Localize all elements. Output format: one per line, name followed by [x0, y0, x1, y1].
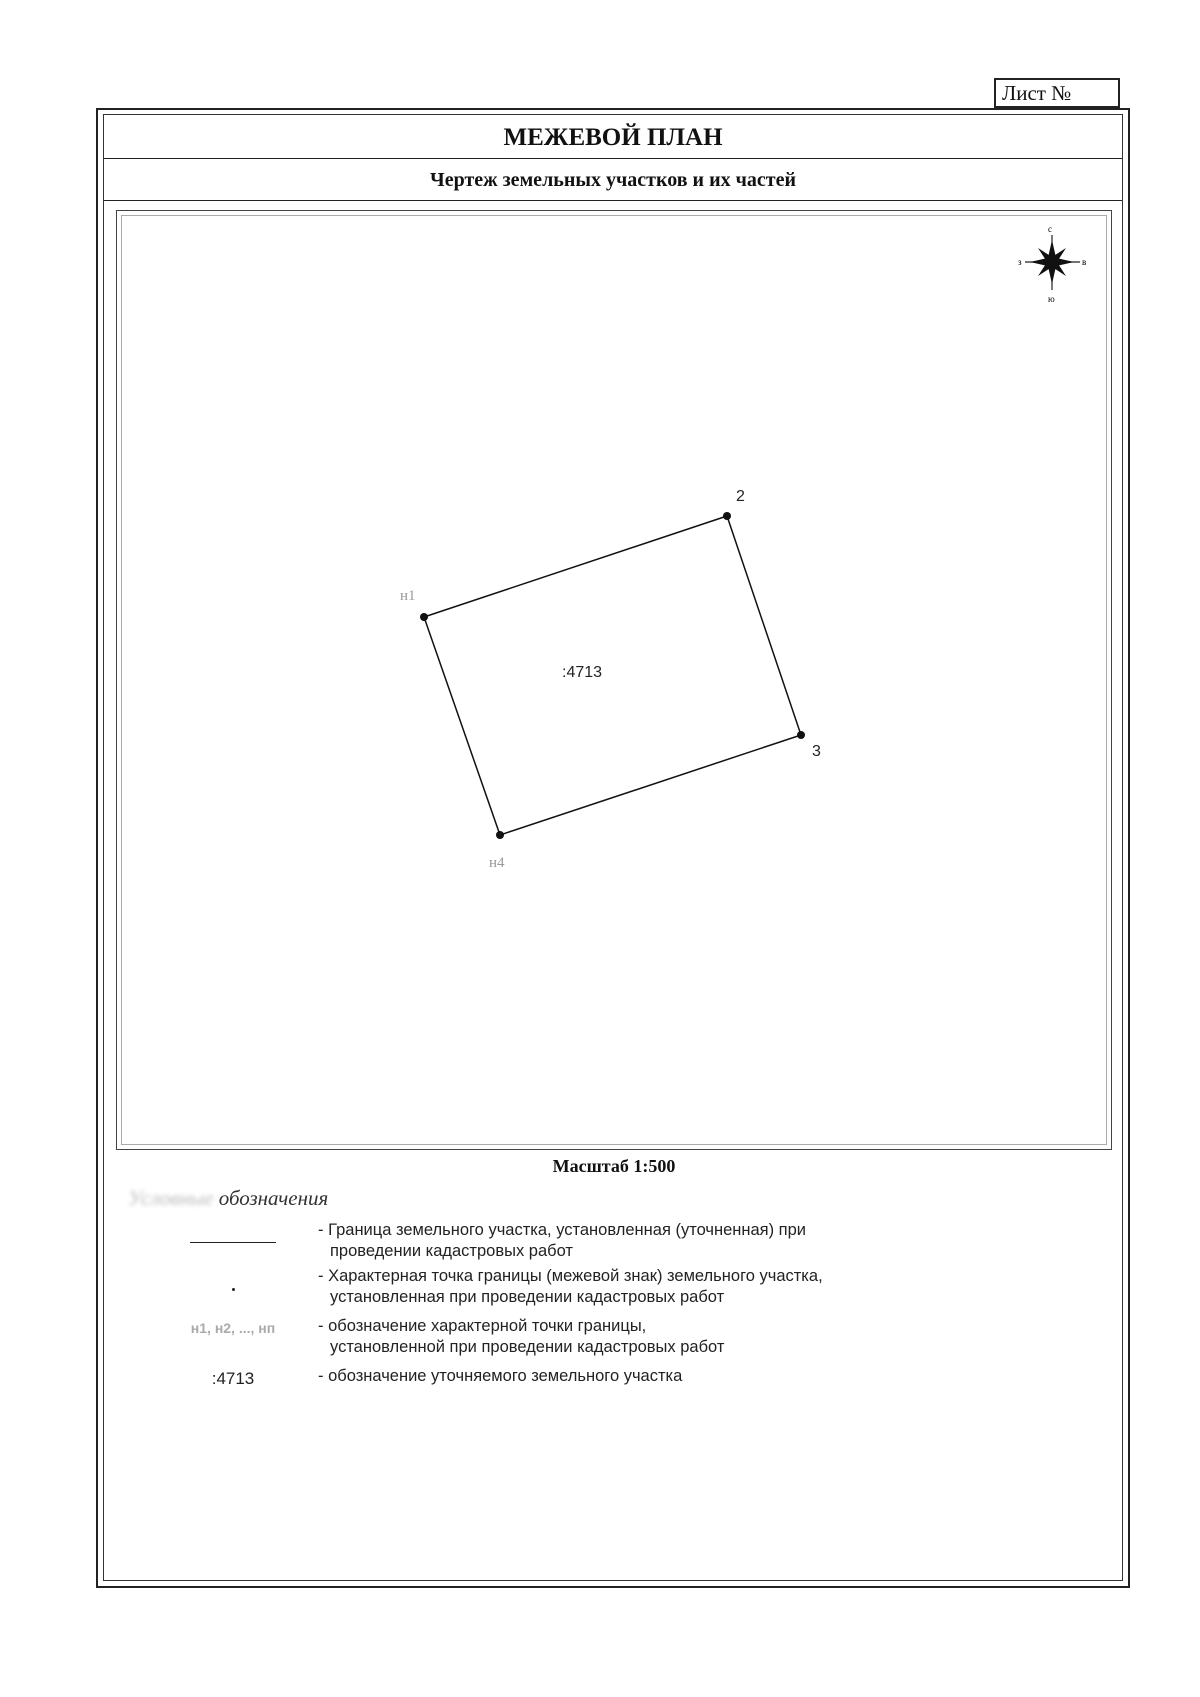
point-label-2: 2 — [736, 488, 745, 505]
sheet-number-label: Лист № — [1002, 81, 1072, 105]
legend-text-line2: установленная при проведении кадастровых работ — [330, 1288, 725, 1306]
legend-title — [128, 1186, 328, 1211]
boundary-point-n1 — [420, 613, 428, 621]
legend-title-rest: обозначения — [213, 1186, 329, 1210]
boundary-line-symbol — [190, 1242, 276, 1243]
legend-symbol-line — [128, 1220, 338, 1248]
parcel-code-symbol: :4713 — [211, 1369, 255, 1388]
boundary-point-2 — [723, 512, 731, 520]
parcel-boundary — [424, 516, 801, 835]
legend-symbol-code — [128, 1316, 338, 1338]
point-code-symbol: н1, н2, ..., нп — [190, 1320, 276, 1336]
legend-text-line1: - обозначение характерной точки границы, — [318, 1317, 647, 1335]
boundary-point-3 — [797, 731, 805, 739]
compass-west-label: з — [1018, 257, 1022, 267]
legend-symbol-parcel — [128, 1366, 338, 1389]
parcel-label: :4713 — [562, 664, 603, 681]
compass-east-label: в — [1082, 257, 1087, 267]
point-label-3: 3 — [812, 743, 821, 760]
point-label-n1: н1 — [400, 588, 416, 604]
legend-symbol-dot — [128, 1266, 338, 1296]
boundary-point-n4 — [496, 831, 504, 839]
boundary-point-symbol — [232, 1288, 235, 1291]
scale-label: Масштаб 1:500 — [552, 1156, 676, 1176]
legend-text-line2: проведении кадастровых работ — [330, 1242, 573, 1260]
legend-title-blurred: Условные — [128, 1186, 214, 1210]
compass-south-label: ю — [1048, 294, 1055, 304]
legend-text-line1: - Характерная точка границы (межевой знак) земельного участка, — [318, 1267, 823, 1285]
legend-text — [318, 1220, 1038, 1262]
legend-text-line2: установленной при проведении кадастровых работ — [330, 1338, 725, 1356]
point-label-n4: н4 — [489, 855, 505, 871]
legend-text-line1: - обозначение уточняемого земельного участка — [318, 1367, 683, 1385]
compass-icon — [1018, 224, 1086, 304]
legend-text — [318, 1266, 1038, 1308]
page-subtitle: Чертеж земельных участков и их частей — [430, 169, 796, 191]
legend-text — [318, 1366, 1038, 1387]
legend-text — [318, 1316, 1038, 1358]
compass-north-label: с — [1048, 224, 1052, 234]
page-title: МЕЖЕВОЙ ПЛАН — [503, 124, 723, 151]
legend-text-line1: - Граница земельного участка, установленная (уточненная) при — [318, 1221, 807, 1239]
